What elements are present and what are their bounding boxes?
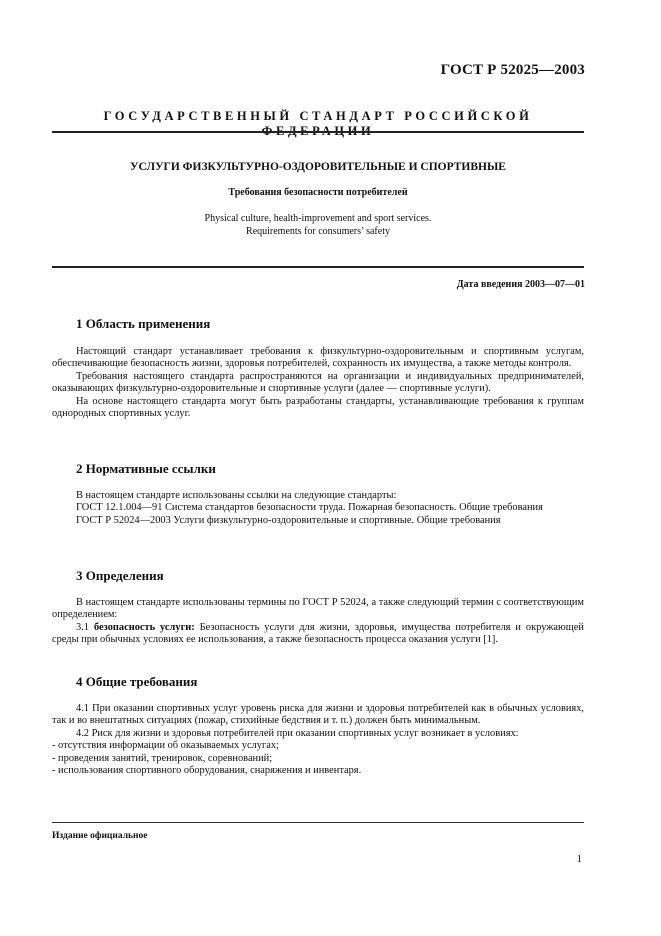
definition-text: Безопасность услуги для жизни, здоровья, имущества потребителя и окружающей среды при обычных условиях ее использования, а также безопасность процесса оказания услуги [1]. — [52, 621, 584, 646]
english-title-line-1: Physical culture, health-improvement and sport services. — [204, 213, 432, 224]
section-3-body — [52, 597, 584, 647]
list-item: - использования спортивного оборудования, снаряжения и инвентаря. — [52, 765, 362, 777]
edition-label: Издание официальное — [52, 831, 148, 841]
list-item: - проведения занятий, тренировок, соревнований; — [52, 752, 273, 764]
section-3-definition — [52, 622, 584, 647]
definition-number: 3.1 — [76, 621, 94, 633]
section-2-paragraph-1: В настоящем стандарте использованы ссылки на следующие стандарты: — [76, 490, 397, 501]
section-4-paragraph-1: 4.1 При оказании спортивных услуг уровень риска для жизни и здоровья потребителей как в обычных условиях, так и во внештатных ситуациях (пожар, стихийные бедствия и т. п.) должен быть минимальным. — [52, 703, 584, 727]
section-2-body — [52, 490, 584, 527]
section-1-body — [52, 346, 584, 420]
section-1-paragraph-1: Настоящий стандарт устанавливает требования к физкультурно-оздоровительным и спортивным услугам, обеспечивающие безопасность жизни, здоровья потребителей, сохранность их имущества, а также методы контроля. — [52, 346, 584, 370]
footer-divider — [52, 822, 584, 823]
section-2-reference-2: ГОСТ Р 52024—2003 Услуги физкультурно-оздоровительные и спортивные. Общие требования — [76, 514, 501, 526]
document-subtitle: Требования безопасности потребителей — [228, 187, 408, 198]
section-1-paragraph-3: На основе настоящего стандарта могут быть разработаны стандарты, устанавливающие требования к группам однородных спортивных услуг. — [52, 395, 584, 420]
document-code: ГОСТ Р 52025—2003 — [440, 62, 585, 78]
section-3-heading: 3 Определения — [76, 568, 164, 583]
section-2-heading: 2 Нормативные ссылки — [76, 461, 216, 476]
section-4-paragraph-2: 4.2 Риск для жизни и здоровья потребителей при оказании спортивных услуг возникает в условиях: — [76, 727, 519, 739]
section-1-heading: 1 Область применения — [76, 316, 211, 331]
top-divider — [52, 131, 584, 133]
title-divider — [52, 266, 584, 268]
definition-term: безопасность услуги: — [93, 621, 195, 633]
page-number: 1 — [576, 853, 582, 865]
document-title: УСЛУГИ ФИЗКУЛЬТУРНО-ОЗДОРОВИТЕЛЬНЫЕ И СПОРТИВНЫЕ — [130, 161, 506, 173]
section-2-reference-1: ГОСТ 12.1.004—91 Система стандартов безопасности труда. Пожарная безопасность. Общие требования — [76, 502, 543, 514]
section-1-paragraph-2: Требования настоящего стандарта распространяются на организации и индивидуальных предпринимателей, оказывающих физкультурно-оздоровительные и спортивные услуги (далее — спортивные услуги). — [52, 370, 584, 395]
section-3-paragraph-1: В настоящем стандарте использованы термины по ГОСТ Р 52024, а также следующий термин с соответствующим определением: — [52, 597, 584, 621]
section-4-heading: 4 Общие требования — [76, 674, 198, 689]
english-title-line-2: Requirements for consumers’ safety — [246, 226, 390, 237]
section-4-body — [52, 703, 584, 777]
state-standard-title: ГОСУДАРСТВЕННЫЙ СТАНДАРТ РОССИЙСКОЙ ФЕДЕРАЦИИ — [103, 109, 533, 138]
list-item: - отсутствия информации об оказываемых услугах; — [52, 740, 279, 752]
introduction-date: Дата введения 2003—07—01 — [456, 279, 585, 290]
english-title — [52, 212, 584, 238]
